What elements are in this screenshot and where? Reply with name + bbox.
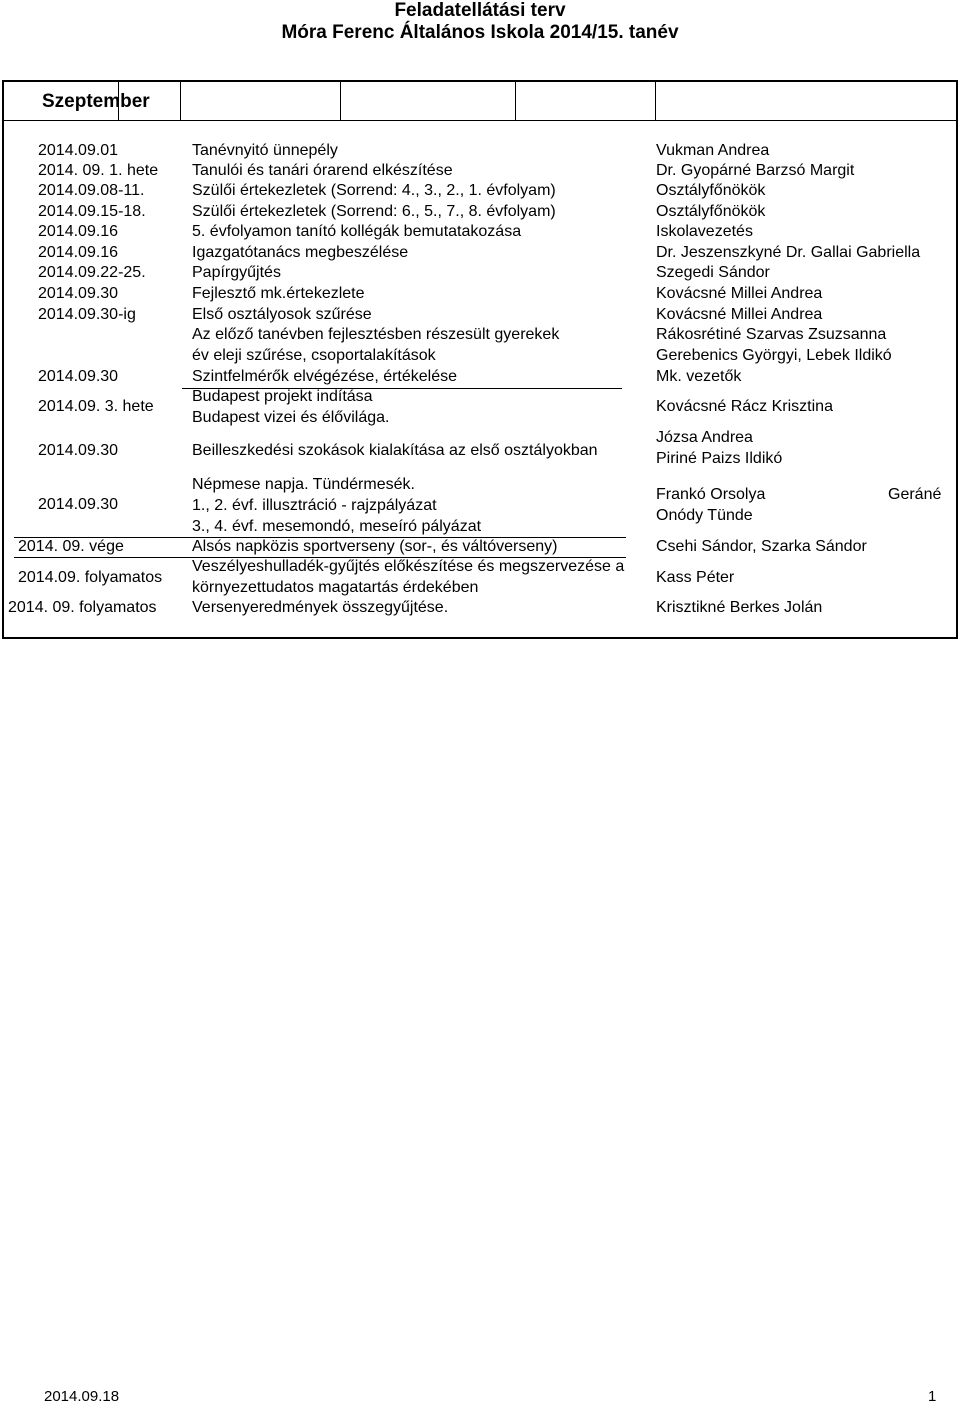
row-task: Szülői értekezletek (Sorrend: 6., 5., 7., 8. évfolyam) — [192, 203, 556, 220]
row-owner: Kass Péter — [656, 569, 735, 586]
row-task: Budapest vizei és élővilága. — [192, 409, 390, 426]
row-date: 2014.09.30 — [38, 496, 119, 513]
row-task: 3., 4. évf. mesemondó, meseíró pályázat — [192, 518, 482, 535]
row-task: Beilleszkedési szokások kialakítása az első osztályokban — [192, 442, 598, 459]
row-date: 2014.09.08-11. — [38, 182, 145, 199]
row-owner-extra: Geráné — [888, 486, 942, 503]
row-task: Papírgyűjtés — [192, 264, 281, 281]
row-task: Fejlesztő mk.értekezlete — [192, 285, 365, 302]
month-label: Szeptember — [42, 91, 150, 112]
row-date: 2014. 09. 1. hete — [38, 162, 159, 179]
row-owner: Dr. Gyopárné Barzsó Margit — [656, 162, 855, 179]
row-task: Első osztályosok szűrése — [192, 306, 372, 323]
row-owner: Onódy Tünde — [656, 507, 753, 524]
row-date: 2014. 09. vége — [18, 538, 124, 555]
row-task: Az előző tanévben fejlesztésben részesült gyerekek — [192, 326, 560, 343]
row-date: 2014.09.22-25. — [38, 264, 146, 281]
row-task: Igazgatótanács megbeszélése — [192, 244, 409, 261]
row-owner: Csehi Sándor, Szarka Sándor — [656, 538, 867, 555]
row-task: Alsós napközis sportverseny (sor-, és váltóverseny) — [192, 538, 558, 555]
row-owner: Iskolavezetés — [656, 223, 753, 240]
row-task: Tanulói és tanári órarend elkészítése — [192, 162, 453, 179]
row-task: Szülői értekezletek (Sorrend: 4., 3., 2., 1. évfolyam) — [192, 182, 556, 199]
row-task: év eleji szűrése, csoportalakítások — [192, 347, 436, 364]
row-task: Veszélyeshulladék-gyűjtés előkészítése és megszervezése a — [192, 558, 625, 575]
row-owner: Szegedi Sándor — [656, 264, 770, 281]
row-owner: Osztályfőnökök — [656, 182, 766, 199]
row-owner: Mk. vezetők — [656, 368, 742, 385]
row-date: 2014.09.16 — [38, 244, 119, 261]
row-owner: Osztályfőnökök — [656, 203, 766, 220]
row-date: 2014.09.01 — [38, 142, 119, 159]
title-line-1: Feladatellátási terv — [394, 0, 566, 21]
row-owner: Józsa Andrea — [656, 429, 753, 446]
row-date: 2014.09. folyamatos — [18, 569, 163, 586]
row-date: 2014.09.30 — [38, 285, 119, 302]
row-owner: Kovácsné Millei Andrea — [656, 285, 823, 302]
row-date: 2014.09.30 — [38, 442, 119, 459]
row-task: környezettudatos magatartás érdekében — [192, 579, 479, 596]
row-owner: Krisztikné Berkes Jolán — [656, 599, 823, 616]
row-owner: Piriné Paizs Ildikó — [656, 450, 783, 467]
footer-page-number: 1 — [928, 1388, 937, 1405]
row-date: 2014.09. 3. hete — [38, 398, 154, 415]
row-owner: Frankó Orsolya — [656, 486, 766, 503]
row-date: 2014.09.16 — [38, 223, 119, 240]
row-task: Tanévnyitó ünnepély — [192, 142, 338, 159]
row-task: Szintfelmérők elvégézése, értékelése — [192, 368, 458, 385]
row-date: 2014.09.15-18. — [38, 203, 146, 220]
row-owner: Gerebenics Györgyi, Lebek Ildikó — [656, 347, 892, 364]
row-date: 2014. 09. folyamatos — [8, 599, 157, 616]
row-task: Budapest projekt indítása — [192, 388, 373, 405]
row-owner: Dr. Jeszenszkyné Dr. Gallai Gabriella — [656, 244, 921, 261]
row-owner: Kovácsné Rácz Krisztina — [656, 398, 833, 415]
title-line-2: Móra Ferenc Általános Iskola 2014/15. tanév — [281, 22, 679, 43]
row-owner: Rákosrétiné Szarvas Zsuzsanna — [656, 326, 887, 343]
row-task: 1., 2. évf. illusztráció - rajzpályázat — [192, 497, 437, 514]
row-owner: Kovácsné Millei Andrea — [656, 306, 823, 323]
month-header — [4, 82, 956, 120]
row-date: 2014.09.30-ig — [38, 306, 136, 323]
row-task: Népmese napja. Tündérmesék. — [192, 476, 415, 493]
row-owner: Vukman Andrea — [656, 142, 770, 159]
row-date: 2014.09.30 — [38, 368, 119, 385]
row-task: Versenyeredmények összegyűjtése. — [192, 599, 449, 616]
footer-date: 2014.09.18 — [44, 1388, 120, 1405]
row-task: 5. évfolyamon tanító kollégák bemutatakozása — [192, 223, 522, 240]
